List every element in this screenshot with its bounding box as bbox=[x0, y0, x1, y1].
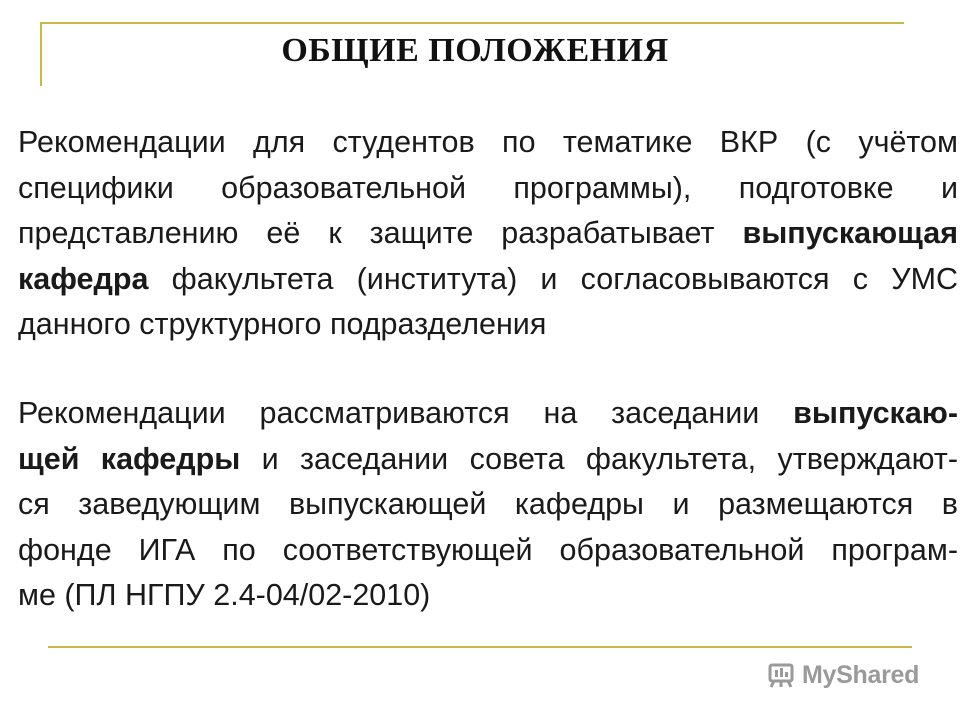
paragraph-1 bbox=[18, 120, 958, 348]
paragraph-2-line-2 bbox=[18, 437, 958, 483]
paragraph-1-line-4-text: факультета (института) и согласовываются с УМС bbox=[148, 261, 958, 296]
paragraph-2 bbox=[18, 391, 958, 619]
paragraph-2-line-1 bbox=[18, 391, 958, 437]
paragraph-2-line-1-bold: выпускаю- bbox=[793, 396, 958, 430]
paragraph-1-line-1: Рекомендации для студентов по тематике ВКР (с учётом bbox=[18, 125, 958, 159]
paragraph-2-line-3: ся заведующим выпускающей кафедры и размещаются в bbox=[18, 487, 958, 522]
paragraph-1-line-4-bold: кафедра bbox=[18, 261, 149, 296]
slide-title: ОБЩИЕ ПОЛОЖЕНИЯ bbox=[281, 32, 669, 69]
paragraph-2-line-2-bold: щей кафедры bbox=[18, 441, 241, 476]
paragraph-2-line-2-text: и заседании совета факультета, утверждают- bbox=[240, 441, 958, 476]
bottom-divider bbox=[48, 646, 912, 648]
paragraph-1-line-2: специфики образовательной программы), подготовке и bbox=[18, 170, 958, 205]
myshared-logo-icon bbox=[766, 660, 796, 690]
paragraph-1-line-3-text: представлению её к защите разрабатывает bbox=[18, 216, 743, 251]
paragraph-2-line-5: ме (ПЛ НГПУ 2.4-04/02-2010) bbox=[18, 578, 431, 613]
myshared-watermark bbox=[766, 657, 919, 693]
watermark-text: MyShared bbox=[802, 660, 920, 689]
paragraph-2-line-4: фонде ИГА по соответствующей образовательной програм- bbox=[18, 532, 958, 567]
top-divider bbox=[40, 22, 904, 24]
paragraph-1-line-4 bbox=[18, 257, 958, 303]
paragraph-1-line-3-bold: выпускающая bbox=[742, 216, 958, 251]
paragraph-1-line-5: данного структурного подразделения bbox=[18, 307, 547, 342]
paragraph-1-line-3 bbox=[18, 211, 958, 257]
paragraph-2-line-1-text: Рекомендации рассматриваются на заседании bbox=[18, 396, 794, 430]
